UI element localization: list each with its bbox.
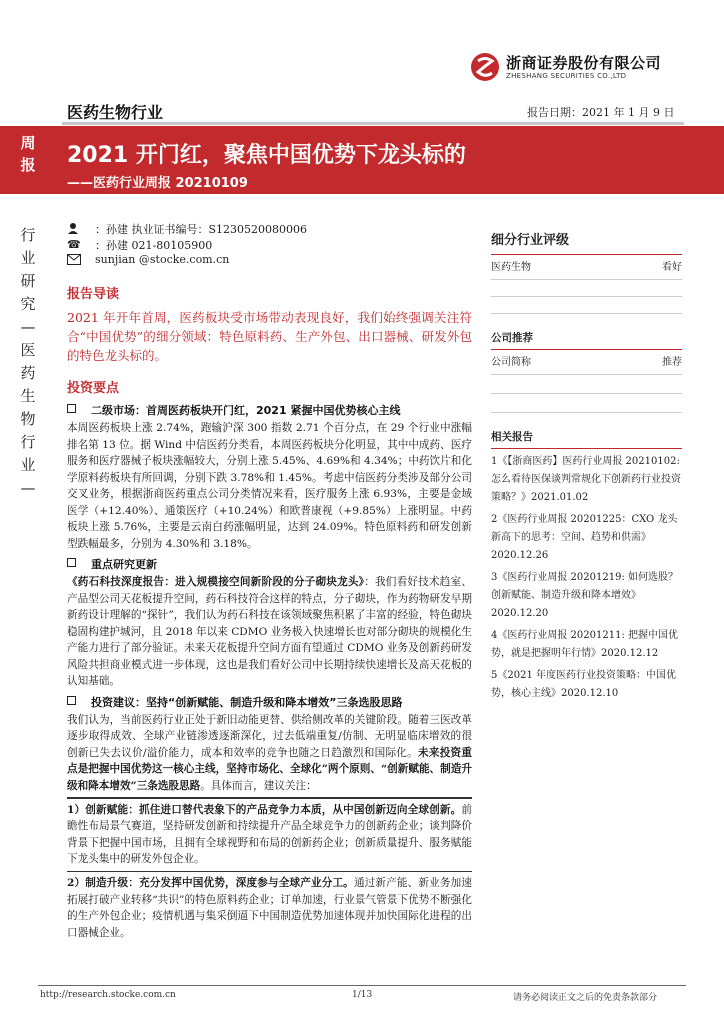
related-report-item[interactable]: 1《【浙商医药】医药行业周报 20210102: 怎么看待医保谈判常规化下创新药行业投资策略？》2021.01.02 xyxy=(491,456,681,503)
box1-bold: 1）创新赋能：抓住进口替代表象下的产品竞争力本质，从中国创新迈向全球创新。 xyxy=(67,803,462,816)
header-divider xyxy=(62,122,684,125)
divider xyxy=(491,393,682,394)
related-report-item[interactable]: 2《医药行业周报 20201225：CXO 龙头新高下的思考：空间、趋势和供需》2020.12.26 xyxy=(491,514,678,561)
divider xyxy=(491,313,682,314)
divider xyxy=(491,374,682,375)
rating-row xyxy=(491,255,682,273)
analyst-email[interactable]: sunjian @stocke.com.cn xyxy=(95,253,230,266)
report-title: 2021 开门红，聚焦中国优势下龙头标的 xyxy=(67,143,466,168)
related-report-item[interactable]: 4《医药行业周报 20201211: 把握中国优势，就是把握明年行情》2020.12.12 xyxy=(491,630,678,659)
main-content xyxy=(67,283,472,941)
box2-text: 通过新产能、新业务加速拓展打破产业转移“共识”的特色原料药企业；订单加速，行业景气管景下优势不断强化的生产外包企业；疫情机遇与集采倒逼下中国制造优势加速体现并加快国际化进程的出口器械企业。 xyxy=(67,877,472,939)
bullet2-heading xyxy=(67,556,472,574)
report-date: 报告日期：2021 年 1 月 9 日 xyxy=(527,106,675,119)
sidebar xyxy=(491,229,682,703)
report-subtitle: ——医药行业周报 20210109 xyxy=(67,176,248,191)
side-label-category: 行业研究—医药生物行业— xyxy=(20,226,36,497)
industry-label: 医药生物行业 xyxy=(67,103,164,122)
divider xyxy=(491,412,682,413)
divider xyxy=(67,871,472,873)
analyst-icon xyxy=(67,222,81,234)
bullet3-text: 我们认为，当前医药行业正处于新旧动能更替、供给侧改革的关键阶段。随着三医改革逐步取得成效、全球产业链渗透逐渐深化，过去低端重复/仿制、无明显临床增效的很创新已失去议价/溢价能力，成本和效率的竞争也随之日趋激烈和国际化。 xyxy=(67,713,472,759)
divider xyxy=(491,279,682,280)
box2-paragraph xyxy=(67,875,472,941)
checkbox-icon xyxy=(67,558,76,567)
bullet3-title: 投资建议：坚持“创新赋能、制造升级和降本增效”三条选股思路 xyxy=(91,695,403,709)
bullet3-tail: 。具体而言，建议关注： xyxy=(200,779,317,792)
intro-text: 2021 年开年首周，医药板块受市场带动表现良好，我们始终强调关注符合“中国优势”的细分领域：特色原料药、生产外包、出口器械、研发外包的特色龙头标的。 xyxy=(67,310,472,363)
divider xyxy=(491,448,682,449)
company-logo xyxy=(470,52,680,86)
bullet2-text: ：我们看好技术趋室、产品型公司天花板提升空间，药石科技符合这样的特点，分子砌块，作为药物研发早期新药设计理解的“探针”，我们认为药石科技在该领域聚焦积累了丰富的经验，特色砌块稳固构建护城河，且 2018 年以来 CDMO 业务极入快速增长也对部分砌块的规模化生产能力进行了部分验证。未来天花板提升空间方面有望通过 CDMO 业务及创新药研发风险共担商业模式进一步体现，这也是我们看好公司中长期持续快速增长及高天花板的认知基础。 xyxy=(67,576,473,687)
analyst-license: ：孙建 执业证书编号：S1230520080006 xyxy=(95,223,308,236)
related-list xyxy=(491,453,682,703)
divider xyxy=(491,296,682,297)
bullet3-heading xyxy=(67,694,472,712)
checkbox-icon xyxy=(67,404,76,413)
box2-bold: 2）制造升级：充分发挥中国优势，深度参与全球产业分工。 xyxy=(67,877,354,889)
email-icon xyxy=(67,254,81,266)
company-name-en: ZHESHANG SECURITIES CO.,LTD xyxy=(506,72,627,80)
recommendation-row xyxy=(491,350,682,368)
points-heading: 投资要点 xyxy=(67,381,120,396)
bullet1-text: 本周医药板块上涨 2.74%，跑输沪深 300 指数 2.71 个百分点，在 29 个行业中涨幅排名第 13 位。据 Wind 中信医药分类看，本周医药板块分化明显，其中中成药、医疗服务和医疗器械子板块涨幅较大，分别上涨 5.45%、4.69%和 4.34%；中药饮片和化学原料药板块有所回调，分别下跌 3.78%和 1.45%。考虑中信医药分类涉及部分公司交叉业务，根据浙商医药重点公司分类情况来看，医疗服务上涨 6.93%，主要是金域医学（+12.40%）、通策医疗（+10.24%）和欧普康视（+9.85%）上涨明显。中药板块上涨 5.76%，主要是云南白药涨幅明显，达到 24.09%。特色原料药和研发创新型跌幅最多，分别为 4.30%和 3.18%。 xyxy=(67,422,472,550)
rating-heading: 细分行业评级 xyxy=(491,233,570,248)
rating-sector: 医药生物 xyxy=(491,262,531,273)
bullet1-heading xyxy=(67,402,472,420)
divider xyxy=(67,797,472,799)
box1-paragraph xyxy=(67,802,472,868)
phone-icon: ☎ xyxy=(67,238,81,251)
bullet3-paragraph xyxy=(67,712,472,795)
analyst-phone: ：孙建 021-80105900 xyxy=(95,239,213,252)
intro-heading: 报告导读 xyxy=(67,287,120,302)
bullet3-bold: 未来投资重点是把握中国优势这一核心主线，坚持市场化、全球化”两个原则、“创新赋能、制造升级和降本增效”三条选股思路 xyxy=(67,746,472,792)
company-name-cn: 浙商证券股份有限公司 xyxy=(506,54,662,72)
rec-col-company: 公司简称 xyxy=(491,357,531,368)
bullet2-title: 重点研究更新 xyxy=(91,558,157,571)
related-report-item[interactable]: 5《2021 年度医药行业投资策略：中国优势，核心主线》2020.12.10 xyxy=(491,670,676,699)
disclaimer-note: 请务必阅读正文之后的免责条款部分 xyxy=(513,993,658,1003)
checkbox-icon xyxy=(67,696,76,705)
rec-col-rating: 推荐 xyxy=(662,357,682,368)
zheshang-logo-icon xyxy=(470,52,500,82)
box1-text: 前瞻性布局景气赛道，坚持研发创新和持续提升产品全球竞争力的创新药企业；谈判降价背景下把握中国市场，且拥有全球视野和布局的创新药企业；创新质量提升、服务赋能下龙头集中的研发外包企业。 xyxy=(67,803,472,865)
bullet2-paragraph xyxy=(67,574,472,690)
bullet1-title: 二级市场：首周医药板块开门红，2021 紧握中国优势核心主线 xyxy=(91,404,401,417)
rating-value: 看好 xyxy=(662,262,682,273)
footer-divider xyxy=(38,985,686,986)
bullet2-bold: 《药石科技深度报告：进入规模接空间新阶段的分子砌块龙头》 xyxy=(67,576,365,588)
recommendation-heading: 公司推荐 xyxy=(491,332,533,344)
side-label-weekly: 周报 xyxy=(20,134,36,174)
footer-url[interactable]: http://research.stocke.com.cn xyxy=(40,990,176,1000)
related-report-item[interactable]: 3《医药行业周报 20201219: 如何选股？创新赋能、制造升级和降本增效》2020.12.20 xyxy=(491,572,678,619)
related-heading: 相关报告 xyxy=(491,431,533,443)
page-number: 1/13 xyxy=(352,990,373,1000)
